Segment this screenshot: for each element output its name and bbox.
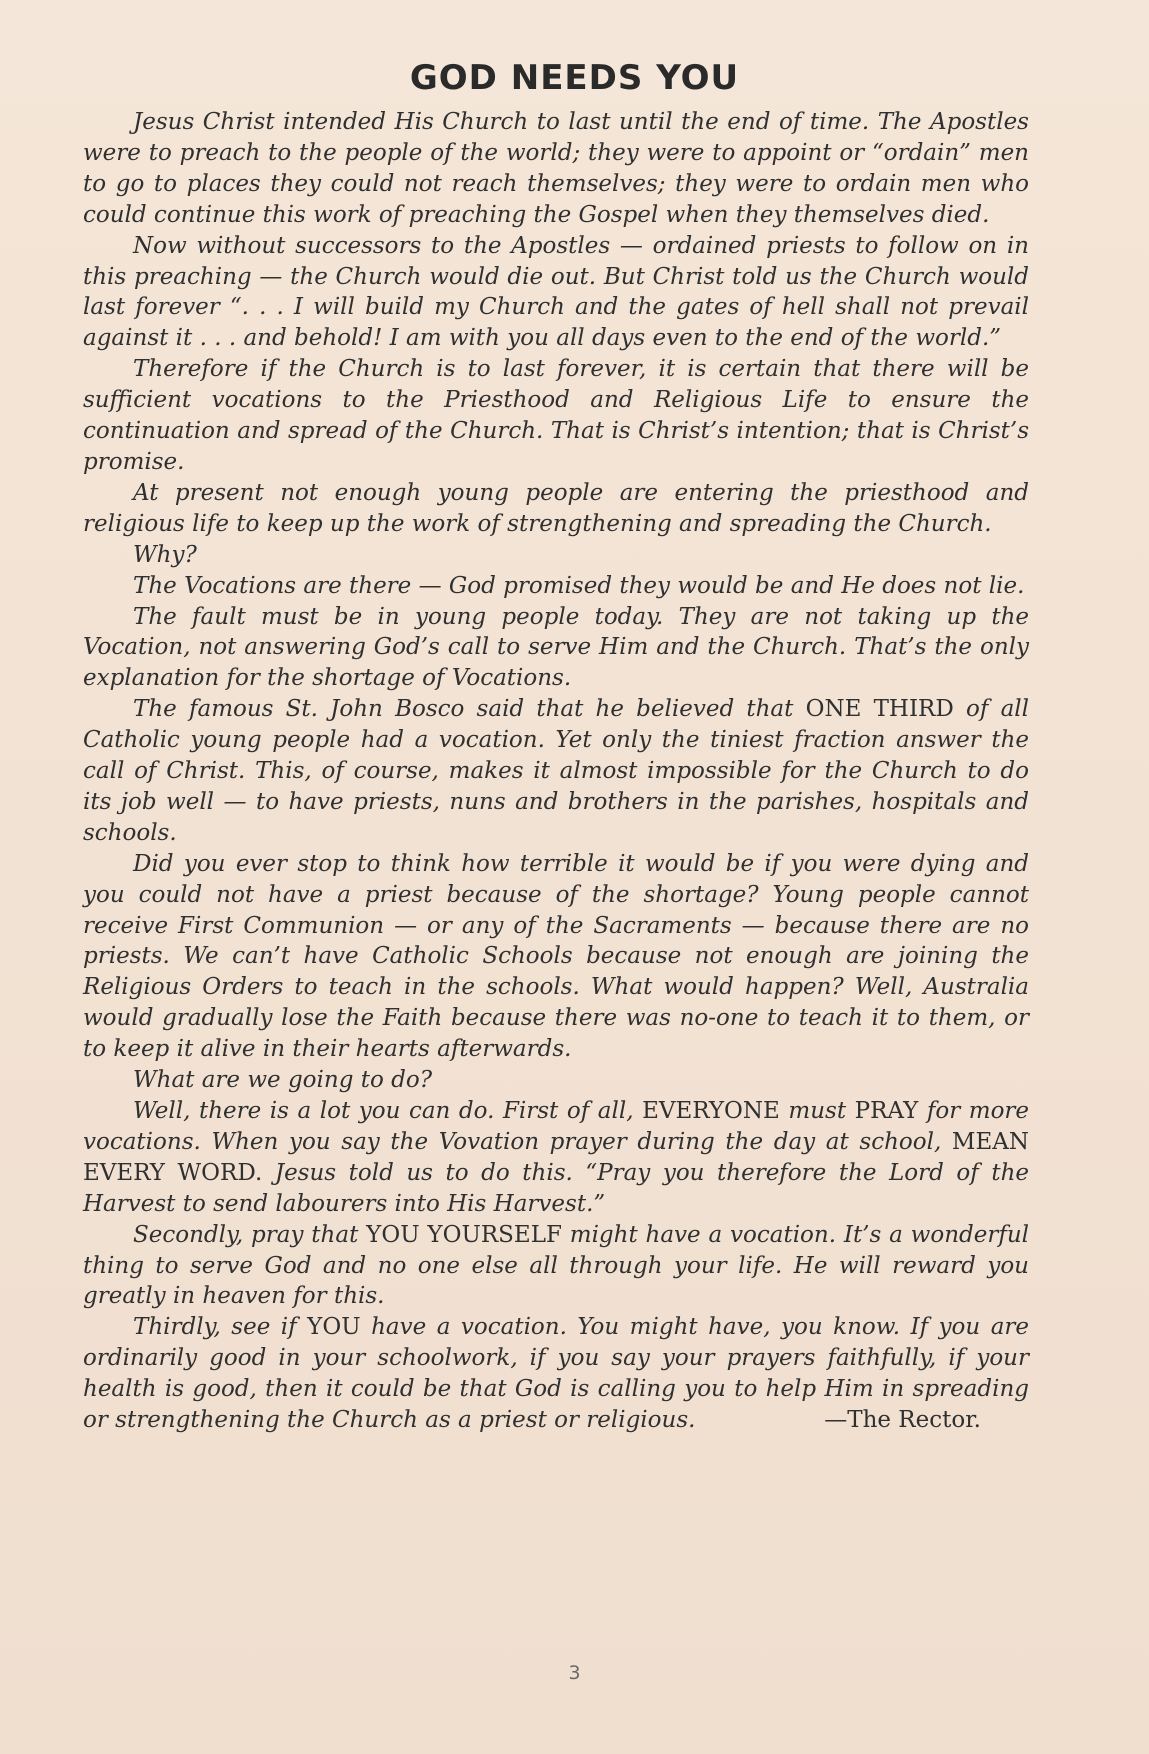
- paragraph-7: The fault must be in young people today. They are not taking up the Vocation, not answering God’s call to serve Him and the Church. That’s the only explanation for the shortage of Vocations.: [83, 603, 1029, 692]
- emphasis-pray: PRAY: [854, 1098, 919, 1124]
- paragraph-2: Now without successors to the Apostles — ordained priests to follow on in this preaching — the Church would die out. But Christ told us the Church would last forever “. . . I will build my Church and the gates of hell shall not prevail against it . . . and behold! I am with you all days even to the end of the world.”: [83, 232, 1029, 352]
- emphasis-you: YOU: [307, 1314, 361, 1341]
- paragraph-5: Why?: [133, 541, 197, 568]
- paragraph-4: At present not enough young people are entering the priesthood and religious life to keep up the work of strengthening and spreading the Church.: [83, 479, 1029, 537]
- emphasis-everyone: EVERYONE: [642, 1098, 780, 1124]
- paragraph-13: [83, 1312, 1029, 1436]
- page-title: GOD NEEDS YOU: [409, 58, 740, 98]
- paragraph-3: Therefore if the Church is to last forever, it is certain that there will be sufficient vocations to the Priesthood and Religious Life to ensure the continuation and spread of the Church. That is Christ’s intention; that is Christ’s promise.: [83, 356, 1029, 475]
- paragraph-13-text-a: Thirdly, see if: [133, 1314, 297, 1341]
- paragraph-8-text-a: The famous St. John Bosco said that he believed that: [133, 696, 794, 723]
- paragraph-6: The Vocations are there — God promised they would be and He does not lie.: [133, 572, 1025, 599]
- paragraph-1: Jesus Christ intended His Church to last until the end of time. The Apostles were to preach to the people of the world; they were to appoint or “ordain” men to go to places they could not reach themselves; they were to ordain men who could continue this work of preaching the Gospel when they themselves died.: [83, 109, 1029, 228]
- signature: —The Rector.: [824, 1407, 981, 1434]
- paragraph-12-text-a: Secondly, pray that: [133, 1221, 359, 1248]
- paragraph-11-text-a: Well, there is a lot you can do. First of all,: [133, 1098, 634, 1124]
- paragraph-10: What are we going to do?: [133, 1067, 433, 1094]
- paragraph-11-text-g: Jesus told us to do this. “Pray you therefore the Lord of the Harvest to send labourers into His Harvest.”: [83, 1159, 1029, 1217]
- page-number: 3: [568, 1662, 581, 1684]
- emphasis-mean-every-word: MEAN EVERY WORD.: [83, 1128, 1029, 1186]
- article-body: [83, 107, 1029, 1436]
- emphasis-you-yourself: YOU YOURSELF: [366, 1221, 562, 1248]
- paragraph-8: [83, 694, 1029, 849]
- paragraph-11: [83, 1096, 1029, 1220]
- paragraph-11-text-e: for more vocations. When you say the Vovation prayer during the day at school,: [83, 1098, 1030, 1155]
- paragraph-8-text-c: of all Catholic young people had a vocation. Yet only the tiniest fraction answer the call of Christ. This, of course, makes it almost impossible for the Church to do its job well — to have priests, nuns and brothers in the parishes, hospitals and schools.: [83, 696, 1030, 846]
- emphasis-one-third: ONE THIRD: [805, 696, 954, 723]
- paragraph-13-text-c: have a vocation. You might have, you know. If you are ordinarily good in your schoolwork, if you say your prayers faithfully, if your health is good, then it could be that God is calling you to help Him in spreading or strengthening the Church as a priest or religious.: [83, 1314, 1030, 1434]
- paragraph-12: [83, 1220, 1029, 1313]
- paragraph-9: Did you ever stop to think how terrible it would be if you were dying and you could not have a priest because of the shortage? Young people cannot receive First Communion — or any of the Sacraments — because there are no priests. We can’t have Catholic Schools because not enough are joining the Religious Orders to teach in the schools. What would happen? Well, Australia would gradually lose the Faith because there was no-one to teach it to them, or to keep it alive in their hearts afterwards.: [83, 850, 1029, 1063]
- paragraph-11-text-c: must: [788, 1098, 847, 1124]
- paragraph-12-text-c: might have a vocation. It’s a wonderful thing to serve God and no one else all through your life. He will reward you greatly in heaven for this.: [83, 1221, 1030, 1310]
